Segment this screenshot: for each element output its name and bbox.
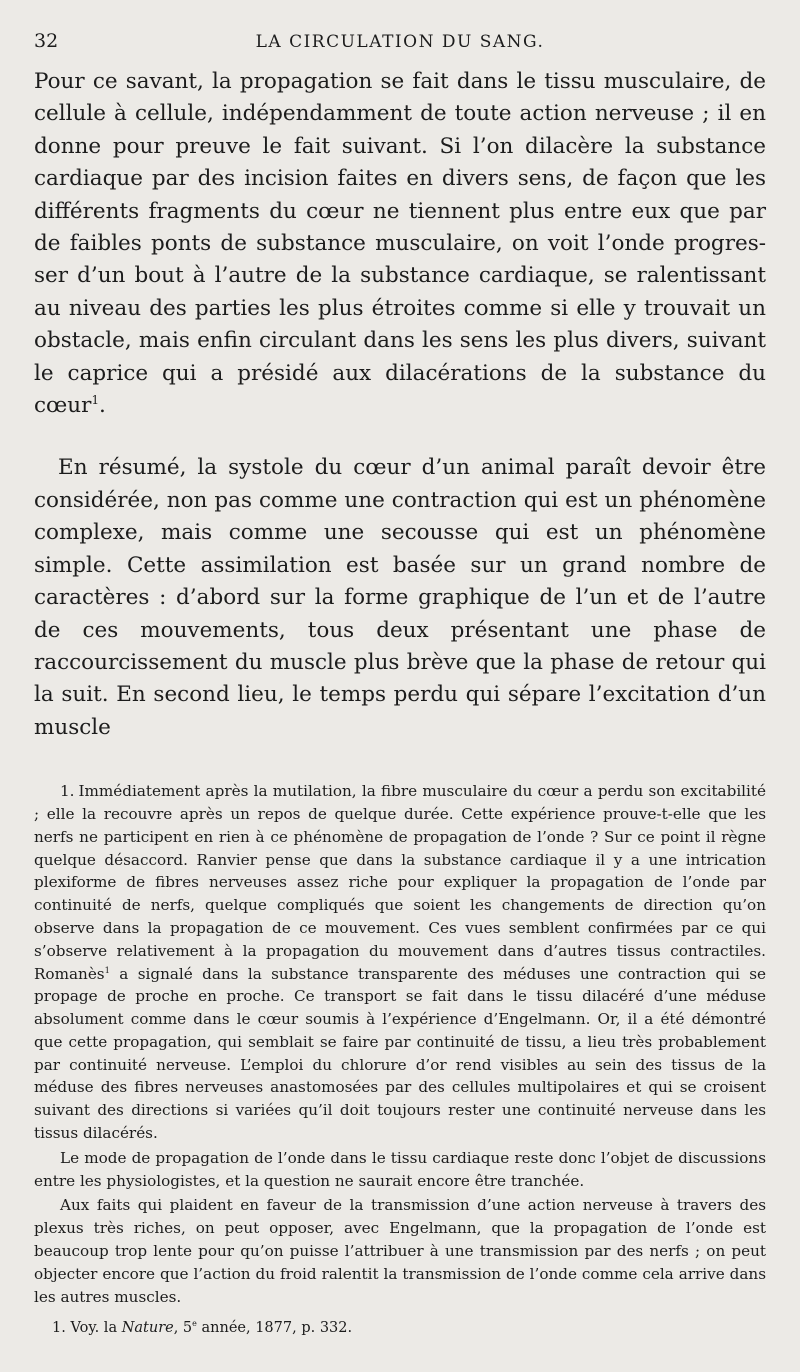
running-title: LA CIRCULATION DU SANG. <box>255 32 545 52</box>
journal-title: Nature <box>121 1320 174 1336</box>
paragraph <box>34 66 766 422</box>
footnote-continuation: Le mode de propagation de l’onde dans le tissu cardiaque reste donc l’objet de discussions entre les physiologistes, et la question ne saurait encore être tranchée. <box>34 1148 766 1190</box>
footnote-reference: 1 <box>104 964 110 975</box>
paragraph-end: . <box>98 393 106 419</box>
bottom-footnote <box>52 1318 352 1338</box>
footnote-label: 1. <box>60 782 75 801</box>
paragraph-text: Pour ce savant, la propagation se fait dans le tissu musculaire, de cellule à cellule, indépendamment de toute action nerveuse ; il en donne pour preuve le fait suivant. Si l’on dilacère la substance cardiaque par des incision faites en divers sens, de façon que les différents fragments du cœur ne tiennent plus entre eux que par de faibles ponts de substance musculaire, on voit l’onde progresser d’un bout à l’autre de la substance cardiaque, se ralentissant au niveau des parties les plus étroites comme si elle y trouvait un obstacle, mais enfin circulant dans les sens les plus divers, suivant le caprice qui a présidé aux dilacérations de la substance du cœur <box>34 69 766 419</box>
page-header <box>34 30 766 66</box>
footnote-continuation: Aux faits qui plaident en faveur de la transmission d’une action nerveuse à travers des plexus très riches, on peut opposer, avec Engelmann, que la propagation de l’onde est beaucoup trop lente pour qu’on puisse l’attribuer à une transmission par des nerfs ; on peut objecter encore que l’action du froid ralentit la transmission de l’onde comme cela arrive dans les autres muscles. <box>34 1196 766 1306</box>
footnote-text: a signalé dans la substance transparente des méduses une contraction qui se propage de proche en proche. Ce transport se fait dans le tissu dilacéré d’une méduse absolument comme dans le cœur soumis à l’expérience d’Engelmann. Or, il a été démontré que cette propagation, qui semblait se faire par continuité de tissu, a lieu très probablement par continuité nerveuse. L’emploi du chlorure d’or rend visibles au sein des tissus de la méduse des fibres nerveuses anastomosées par des cellules multipolaires et qui se croisent suivant des directions si variées qu’il doit toujours rester une continuité nerveuse dans les tissus dilacérés. <box>34 964 766 1143</box>
bottom-footnote-suffix: année, 1877, p. 332. <box>196 1320 353 1336</box>
footnote-text: Immédiatement après la mutilation, la fibre musculaire du cœur a perdu son excitabilité ; elle la recouvre après un repos de quelque durée. Cette expérience prouve-t-elle que les nerfs ne participent en rien à ce phénomène de propagation de l’onde ? Sur ce point il règne quelque désaccord. Ranvier pense que dans la substance cardiaque il y a une intrication plexiforme de fibres nerveuses assez riche pour expliquer la propagation de l’onde par continuité de nerfs, quelque compliqués que soient les changements de direction qu’on observe dans la propagation de ce mouvement. Ces vues semblent confirmées par ce qui s’observe relativement à la propagation du mouvement dans d’autres tissus contractiles. Romanès <box>34 782 766 983</box>
footnote-reference: 1 <box>91 392 99 407</box>
footnote <box>34 780 766 1145</box>
page-number: 32 <box>34 30 59 52</box>
bottom-footnote-edition-sup: e <box>192 1319 197 1329</box>
bottom-footnote-edition: , 5 <box>173 1320 193 1336</box>
paragraph: En résumé, la systole du cœur d’un animal paraît devoir être considérée, non pas comme une contraction qui est un phénomène complexe, mais comme une secousse qui est un phénomène simple. Cette assimilation est basée sur un grand nombre de caractères : d’abord sur la forme graphique de l’un et de l’autre de ces mouvements, tous deux présentant une phase de raccourcissement du muscle plus brève que la phase de retour qui la suit. En second lieu, le temps perdu qui sépare l’excitation d’un muscle <box>34 455 766 740</box>
footnotes <box>34 780 766 1308</box>
bottom-footnote-prefix: Voy. la <box>70 1320 118 1336</box>
bottom-footnote-label: 1. <box>52 1320 66 1336</box>
main-text <box>34 66 766 744</box>
